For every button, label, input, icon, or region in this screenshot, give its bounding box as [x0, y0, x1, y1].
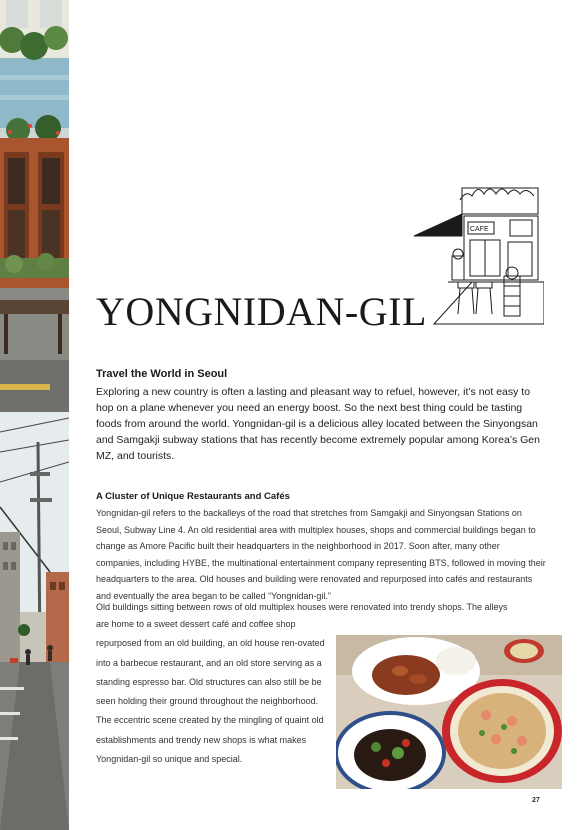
cafe-sign-text: CAFE: [470, 226, 489, 233]
section-heading-travel: Travel the World in Seoul: [96, 368, 228, 380]
cluster-paragraph-1: Yongnidan-gil refers to the backalleys of the road that stretches from Samgakji and Sinyongsan Stations on Seoul, Subway Line 4. An old residential area with multiplex houses, shops and commercial buildings began to change as Amore Pacific built their headquarters in the neighborhood in 2017. Soon after, many other companies, including HYBE, the multinational entertainment company representing BTS, followed in moving their headquarters to the area. Old houses and building were renovated and repurposed into cafés and restaurants and eventually the area began to be called “Yongnidan-gil.”: [96, 508, 546, 601]
street-photo: [0, 412, 69, 830]
cluster-paragraph-2-line: Old buildings sitting between rows of old multiplex houses were renovated into trendy shops. The alleys: [96, 602, 508, 612]
section-intro-text: Exploring a new country is often a lasting and pleasant way to refuel, however, it’s not easy to hop on a plane whenever you need an energy boost. So the next best thing could be tasting foods from around the world. Yongnidan-gil is a delicious alley located between the Sinyongsan and Samgakji subway stations that has recently become extremely popular among Korea’s Gen MZ, and tourists.: [96, 386, 540, 462]
cluster-paragraph-2-column: are home to a sweet dessert café and coffee shop repurposed from an old building, an old house ren-ovated into a barbecue restaurant, and an old store serving as a standing espresso bar. Old structures can also still be be seen holding their ground throughout the neighborhood. The eccentric scene created by the mingling of quaint old establishments and trendy new shops is what makes Yongnidan-gil so unique and special.: [96, 619, 325, 765]
food-photo: [336, 635, 562, 789]
section-heading-cluster: A Cluster of Unique Restaurants and Cafés: [96, 491, 290, 502]
page-title: YONGNIDAN-GIL: [96, 289, 427, 334]
page-number: 27: [532, 797, 540, 804]
cafe-illustration: [412, 178, 544, 326]
storefront-photo: [0, 0, 69, 412]
left-photo-strip: [0, 0, 69, 830]
